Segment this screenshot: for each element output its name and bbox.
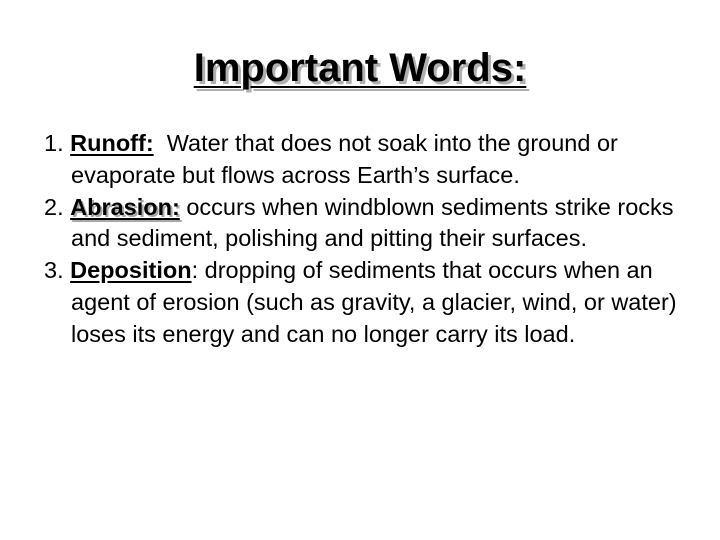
term-runoff: Runoff: <box>70 130 154 156</box>
definition-abrasion: occurs when windblown sediments strike rocks and sediment, polishing and pitting their surfaces. <box>71 193 674 252</box>
definition-runoff: Water that does not soak into the ground or evaporate but flows across Earth’s surface. <box>71 130 618 188</box>
item-number: 3. <box>44 257 64 284</box>
term-abrasion: Abrasion: <box>70 193 180 220</box>
term-deposition: Deposition <box>70 257 192 284</box>
item-number: 2. <box>44 193 64 220</box>
term-separator: : <box>191 257 199 284</box>
definition-deposition: dropping of sediments that occurs when an agent of erosion (such as gravity, a glacier, wind, or water) loses its energy and can no longer carry its load. <box>71 257 677 347</box>
list-item-abrasion <box>44 192 684 256</box>
vocabulary-list <box>44 128 684 351</box>
slide-title: Important Words: <box>193 46 527 90</box>
item-number: 1. <box>44 130 64 156</box>
list-item-deposition <box>44 255 684 350</box>
list-item-runoff <box>44 128 684 192</box>
